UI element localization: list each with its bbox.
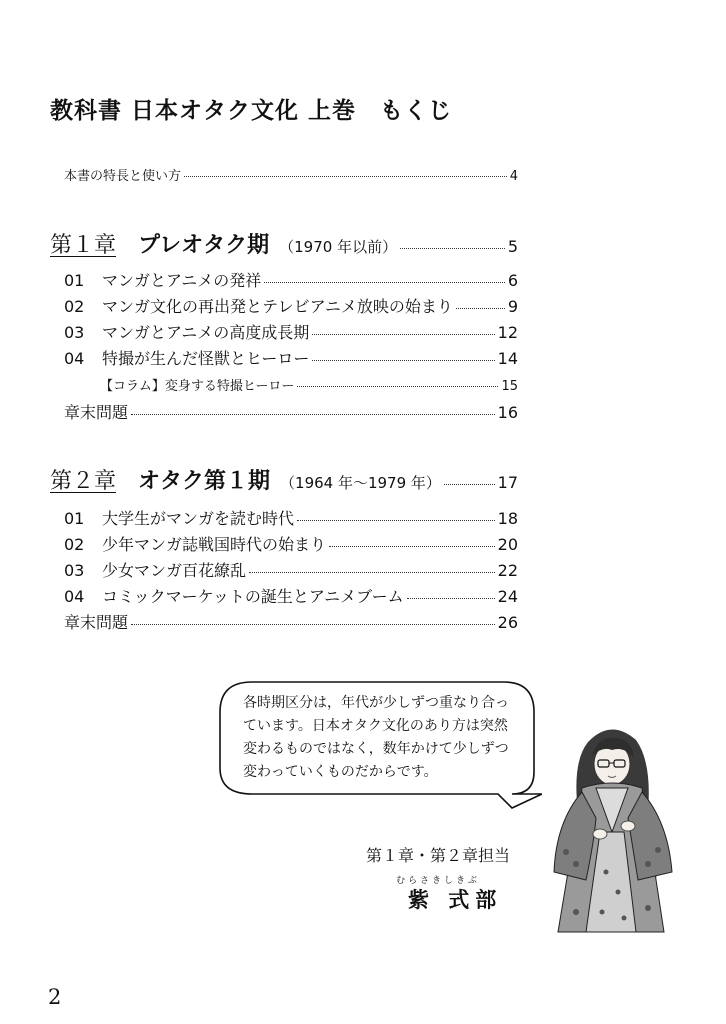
toc-intro[interactable]: [64, 165, 518, 184]
chapter-number: 第１章: [50, 233, 117, 258]
toc-page: 14: [497, 349, 518, 368]
leader-dots: [131, 624, 495, 625]
leader-dots: [444, 484, 495, 485]
section-label: コミックマーケットの誕生とアニメブーム: [102, 587, 404, 606]
toc-page: 20: [497, 535, 518, 554]
column-label: 【コラム】変身する特撮ヒーロー: [100, 379, 295, 394]
toc-page: 12: [497, 323, 518, 342]
toc-page: 24: [497, 587, 518, 606]
chapter-title: プレオタク期: [138, 233, 270, 258]
toc-page: 9: [507, 297, 518, 316]
toc-section[interactable]: [64, 268, 518, 291]
leader-dots: [297, 520, 495, 521]
speech-line: 変わっていくものだからです。: [243, 764, 438, 780]
author-name: 紫 式部: [408, 888, 503, 912]
leader-dots: [249, 572, 495, 573]
leader-dots: [456, 308, 505, 309]
toc-section[interactable]: [64, 558, 518, 581]
toc-page: 6: [507, 271, 518, 290]
page-title: 教科書 日本オタク文化 上巻 もくじ: [50, 98, 453, 124]
leader-dots: [184, 176, 507, 177]
toc-section[interactable]: [64, 506, 518, 529]
section-label: マンガ文化の再出発とテレビアニメ放映の始まり: [102, 297, 453, 316]
toc-section[interactable]: [64, 584, 518, 607]
section-number: 03: [64, 323, 85, 342]
chapter-number: 第２章: [50, 469, 117, 494]
leader-dots: [131, 414, 495, 415]
leader-dots: [400, 248, 505, 249]
section-label: 特撮が生んだ怪獣とヒーロー: [102, 349, 310, 368]
toc-review[interactable]: [64, 610, 518, 633]
section-label: 大学生がマンガを読む時代: [102, 509, 295, 528]
leader-dots: [407, 598, 495, 599]
toc-review[interactable]: [64, 400, 518, 423]
review-label: 章末問題: [64, 403, 129, 422]
speech-line: 各時期区分は，年代が少しずつ重なり合っ: [243, 695, 509, 711]
toc-page: 22: [497, 561, 518, 580]
section-label: 少女マンガ百花繚乱: [102, 561, 247, 580]
toc-page: 16: [497, 403, 518, 422]
leader-dots: [264, 282, 505, 283]
toc-page: 26: [497, 613, 518, 632]
chapter-period: （1964 年〜1979 年）: [280, 474, 441, 492]
chapter-1-heading[interactable]: [50, 228, 518, 259]
section-number: 04: [64, 587, 85, 606]
leader-dots: [312, 360, 494, 361]
section-number: 03: [64, 561, 85, 580]
speech-text: [243, 692, 533, 784]
section-number: 02: [64, 297, 85, 316]
toc-label: 本書の特長と使い方: [64, 169, 182, 184]
section-label: マンガとアニメの高度成長期: [102, 323, 310, 342]
chapter-title: オタク第１期: [138, 469, 271, 494]
leader-dots: [329, 546, 495, 547]
speech-line: ています。日本オタク文化のあり方は突然: [243, 718, 508, 734]
section-number: 01: [64, 271, 85, 290]
character-illustration: [536, 722, 686, 936]
leader-dots: [312, 334, 494, 335]
toc-page: 4: [509, 169, 518, 184]
page-number: 2: [48, 985, 62, 1009]
section-number: 01: [64, 509, 85, 528]
chapter-period: （1970 年以前）: [279, 238, 398, 256]
toc-page: 18: [497, 509, 518, 528]
section-number: 02: [64, 535, 85, 554]
toc-section[interactable]: [64, 294, 518, 317]
toc-column[interactable]: [100, 375, 518, 394]
responsibility-label: 第１章・第２章担当: [366, 846, 511, 865]
toc-page: 5: [507, 237, 518, 256]
chapter-2-heading[interactable]: [50, 464, 518, 495]
toc-section[interactable]: [64, 320, 518, 343]
speech-line: 変わるものではなく，数年かけて少しずつ: [243, 741, 509, 757]
toc-page: 15: [501, 379, 518, 394]
author-ruby: むらさきしきぶ: [396, 876, 481, 886]
section-label: 少年マンガ誌戦国時代の始まり: [102, 535, 327, 554]
review-label: 章末問題: [64, 613, 129, 632]
toc-section[interactable]: [64, 346, 518, 369]
section-number: 04: [64, 349, 85, 368]
leader-dots: [297, 386, 498, 387]
toc-page: 17: [497, 473, 518, 492]
toc-section[interactable]: [64, 532, 518, 555]
section-label: マンガとアニメの発祥: [102, 271, 262, 290]
